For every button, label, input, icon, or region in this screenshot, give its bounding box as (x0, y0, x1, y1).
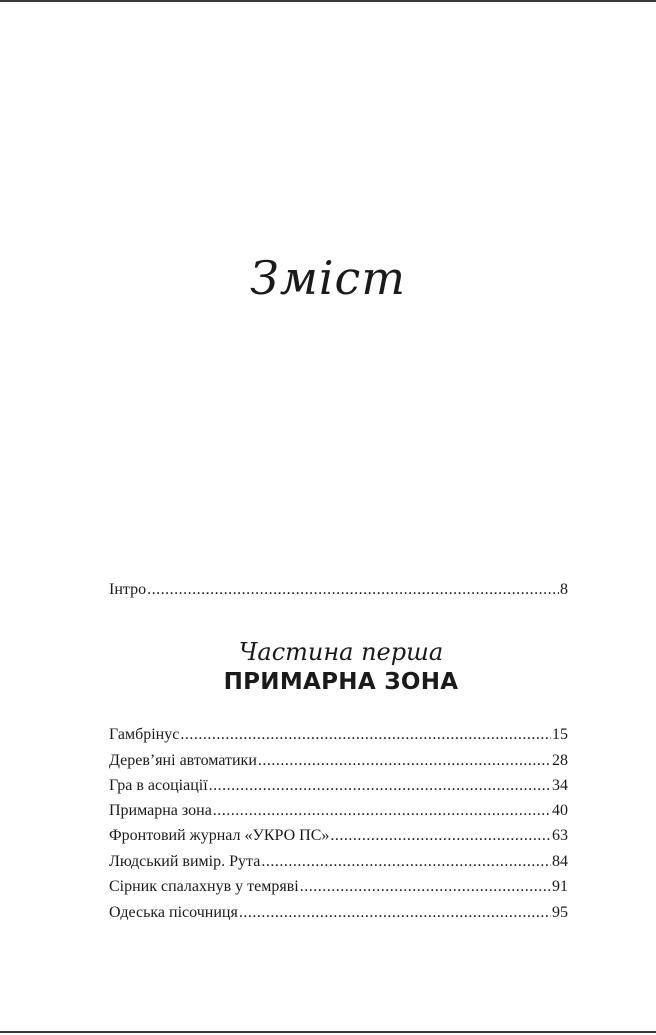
toc-entry[interactable] (109, 801, 568, 821)
dot-leader (261, 852, 551, 872)
toc-entry[interactable] (109, 826, 568, 846)
toc-entry-title: Одеська пісочниця (109, 904, 238, 921)
toc-entry-page: 8 (560, 581, 568, 598)
toc-entry-page: 95 (552, 904, 568, 921)
toc-entry-page: 15 (552, 726, 568, 743)
toc-entry-page: 34 (552, 777, 568, 794)
toc-entry-page: 84 (552, 853, 568, 870)
toc-entry-page: 28 (552, 752, 568, 769)
toc-entry-title: Фронтовий журнал «УКРО ПС» (109, 827, 330, 844)
toc-entry[interactable] (109, 776, 568, 796)
dot-leader (209, 776, 551, 796)
toc-entry-title: Інтро (109, 581, 147, 598)
toc-entry[interactable] (109, 725, 568, 745)
part-title: ПРИМАРНА ЗОНА (223, 669, 459, 695)
toc-entry-title: Примарна зона (109, 802, 212, 819)
toc-entry-intro[interactable] (109, 580, 568, 600)
dot-leader (213, 801, 551, 821)
part-subtitle: Частина перша (238, 638, 444, 666)
toc-entry[interactable] (109, 852, 568, 872)
toc-entry-title: Людський вимір. Рута (109, 853, 261, 870)
toc-entry-title: Сірник спалахнув у темряві (109, 878, 299, 895)
toc-entry-page: 91 (552, 878, 568, 895)
dot-leader (258, 751, 551, 771)
toc-entry[interactable] (109, 877, 568, 897)
dot-leader (300, 877, 551, 897)
toc-entry-title: Гра в асоціації (109, 777, 208, 794)
toc-entry-page: 63 (552, 827, 568, 844)
toc-entry-title: Гамбрінус (109, 726, 180, 743)
dot-leader (180, 725, 551, 745)
toc-entry[interactable] (109, 903, 568, 923)
toc-entry[interactable] (109, 751, 568, 771)
dot-leader (330, 826, 551, 846)
bottom-border-line (0, 1031, 656, 1033)
toc-entry-page: 40 (552, 802, 568, 819)
top-border-line (0, 0, 656, 2)
toc-entry-title: Дерев’яні автоматики (109, 752, 257, 769)
dot-leader (239, 903, 551, 923)
dot-leader (147, 580, 559, 600)
page-title: Зміст (250, 251, 406, 305)
